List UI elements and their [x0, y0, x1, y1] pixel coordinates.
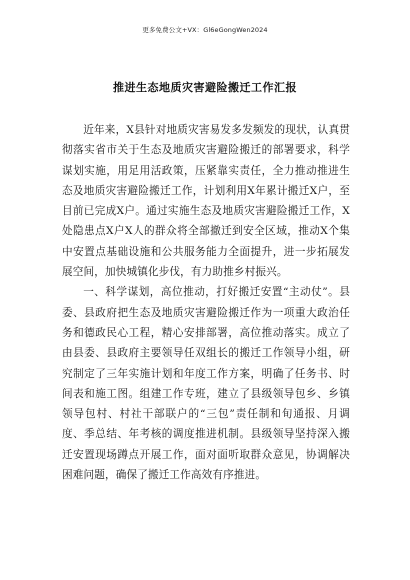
document-body — [62, 120, 350, 485]
header-note: 更多免费公文+VX：Gl6eGongWen2024 — [142, 26, 268, 34]
paragraph-intro: 近年来，X县针对地质灾害易发多发频发的现状，认真贯彻落实省市关于生态及地质灾害避险搬迁的部署要求，科学谋划实施，用足用活政策，压紧靠实责任，全力推动推进生态及地质灾害避险搬迁工作，计划利用X年累计搬迁X户，至目前已完成X户。通过实施生态及地质灾害避险搬迁工作，X处隐患点X户X人的群众将全部撤迁到安全区域，推动X个集中安置点基础设施和公共服务能力全面提升，进一步拓展发展空间，加快城镇化步伐，有力助推乡村振兴。 — [62, 124, 350, 279]
document-title: 推进生态地质灾害避险搬迁工作汇报 — [113, 81, 297, 94]
paragraph-section-one: 一、科学谋划，高位推动，打好搬迁安置“主动仗”。县委、县政府把生态及地质灾害避险搬迁作为一项重大政治任务和德政民心工程，精心安排部署，高位推动落实。成立了由县委、县政府主要领导任双组长的搬迁工作领导小组，研究制定了三年实施计划和年度工作方案，明确了任务书、时间表和施工图。组建工作专班，建立了县级领导包乡、乡镇领导包村、村社干部联户的“三包”责任制和旬通报、月调度、季总结、年考核的调度推进机制。县级领导坚持深入搬迁安置现场蹲点开展工作，面对面听取群众意见，协调解决困难问题，确保了搬迁工作高效有序推进。 — [62, 286, 350, 482]
